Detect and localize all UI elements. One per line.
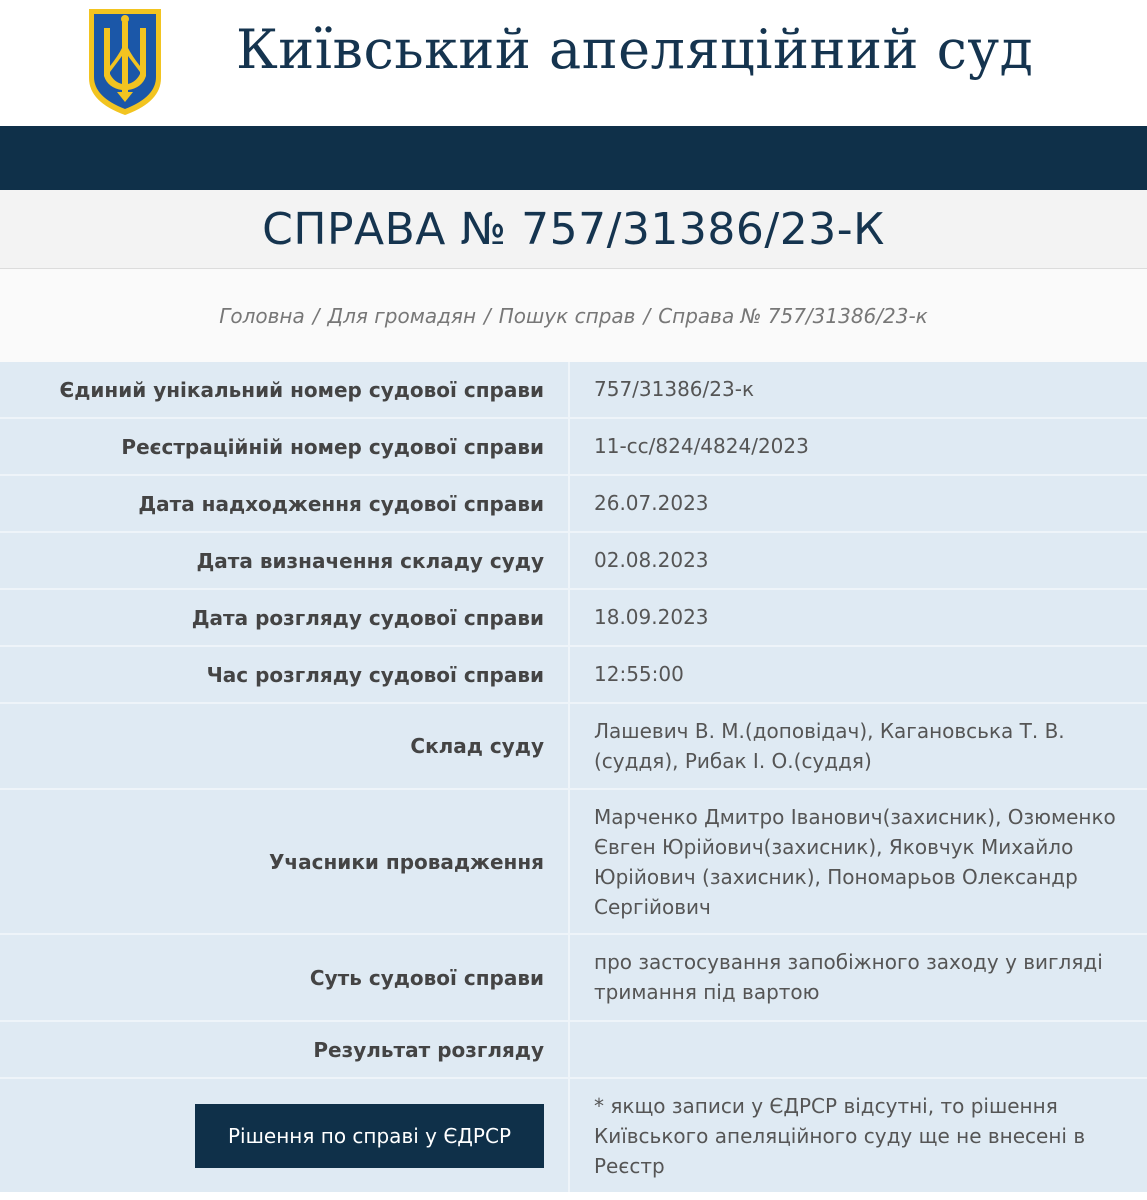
breadcrumb-current: Справа № 757/31386/23-к [658, 303, 928, 328]
detail-label: Результат розгляду [0, 1022, 570, 1077]
detail-label: Дата надходження судової справи [0, 476, 570, 531]
breadcrumb-case-search[interactable]: Пошук справ [498, 303, 636, 328]
coat-of-arms-icon[interactable] [84, 6, 166, 118]
detail-row-case-essence [0, 935, 1147, 1022]
breadcrumb-home[interactable]: Головна [219, 303, 305, 328]
detail-value: про застосування запобіжного заходу у вигляді тримання під вартою [594, 950, 1103, 1004]
breadcrumb-separator: / [484, 303, 491, 328]
page-title: СПРАВА № 757/31386/23-К [262, 203, 885, 255]
detail-label: Учасники провадження [0, 790, 570, 933]
breadcrumb-separator: / [312, 303, 320, 328]
site-title[interactable]: Київський апеляційний суд [236, 18, 1034, 81]
detail-label: Єдиний унікальний номер судової справи [0, 362, 570, 417]
edrsr-decision-button[interactable]: Рішення по справі у ЄДРСР [195, 1104, 544, 1168]
detail-row-registration-number [0, 419, 1147, 476]
case-details-table [0, 362, 1147, 1192]
detail-row-unique-number [0, 362, 1147, 419]
detail-label: Час розгляду судової справи [0, 647, 570, 702]
detail-row-court-composition [0, 704, 1147, 790]
navigation-bar [0, 126, 1147, 190]
detail-label: Дата розгляду судової справи [0, 590, 570, 645]
detail-value: 18.09.2023 [594, 605, 709, 629]
detail-value: Марченко Дмитро Іванович(захисник), Озюменко Євген Юрійович(захисник), Яковчук Михайло Юрійович (захисник), Пономарьов Олександр Сергійович [594, 805, 1116, 919]
detail-value: 02.08.2023 [594, 548, 709, 572]
detail-row-hearing-date [0, 590, 1147, 647]
case-heading-section [0, 190, 1147, 269]
detail-row-hearing-time [0, 647, 1147, 704]
detail-row-receipt-date [0, 476, 1147, 533]
detail-value: 12:55:00 [594, 662, 684, 686]
detail-row-edrsr [0, 1079, 1147, 1192]
site-header [0, 0, 1147, 126]
edrsr-note: * якщо записи у ЄДРСР відсутні, то рішення Київського апеляційного суду ще не внесені в Реєстр [594, 1094, 1086, 1178]
detail-value: 26.07.2023 [594, 491, 709, 515]
detail-row-result [0, 1022, 1147, 1079]
detail-row-composition-date [0, 533, 1147, 590]
breadcrumb-for-citizens[interactable]: Для громадян [327, 303, 477, 328]
detail-value: 757/31386/23-к [594, 377, 755, 401]
detail-value: 11-сс/824/4824/2023 [594, 434, 809, 458]
detail-row-participants [0, 790, 1147, 935]
detail-label: Дата визначення складу суду [0, 533, 570, 588]
detail-label: Склад суду [0, 704, 570, 788]
detail-value [570, 1022, 1147, 1077]
edrsr-button-cell [0, 1079, 570, 1192]
detail-label: Суть судової справи [0, 935, 570, 1020]
breadcrumb [0, 269, 1147, 362]
detail-label: Реєстраційній номер судової справи [0, 419, 570, 474]
detail-value: Лашевич В. М.(доповідач), Кагановська Т. В. (суддя), Рибак І. О.(суддя) [594, 719, 1065, 773]
breadcrumb-separator: / [643, 303, 651, 328]
